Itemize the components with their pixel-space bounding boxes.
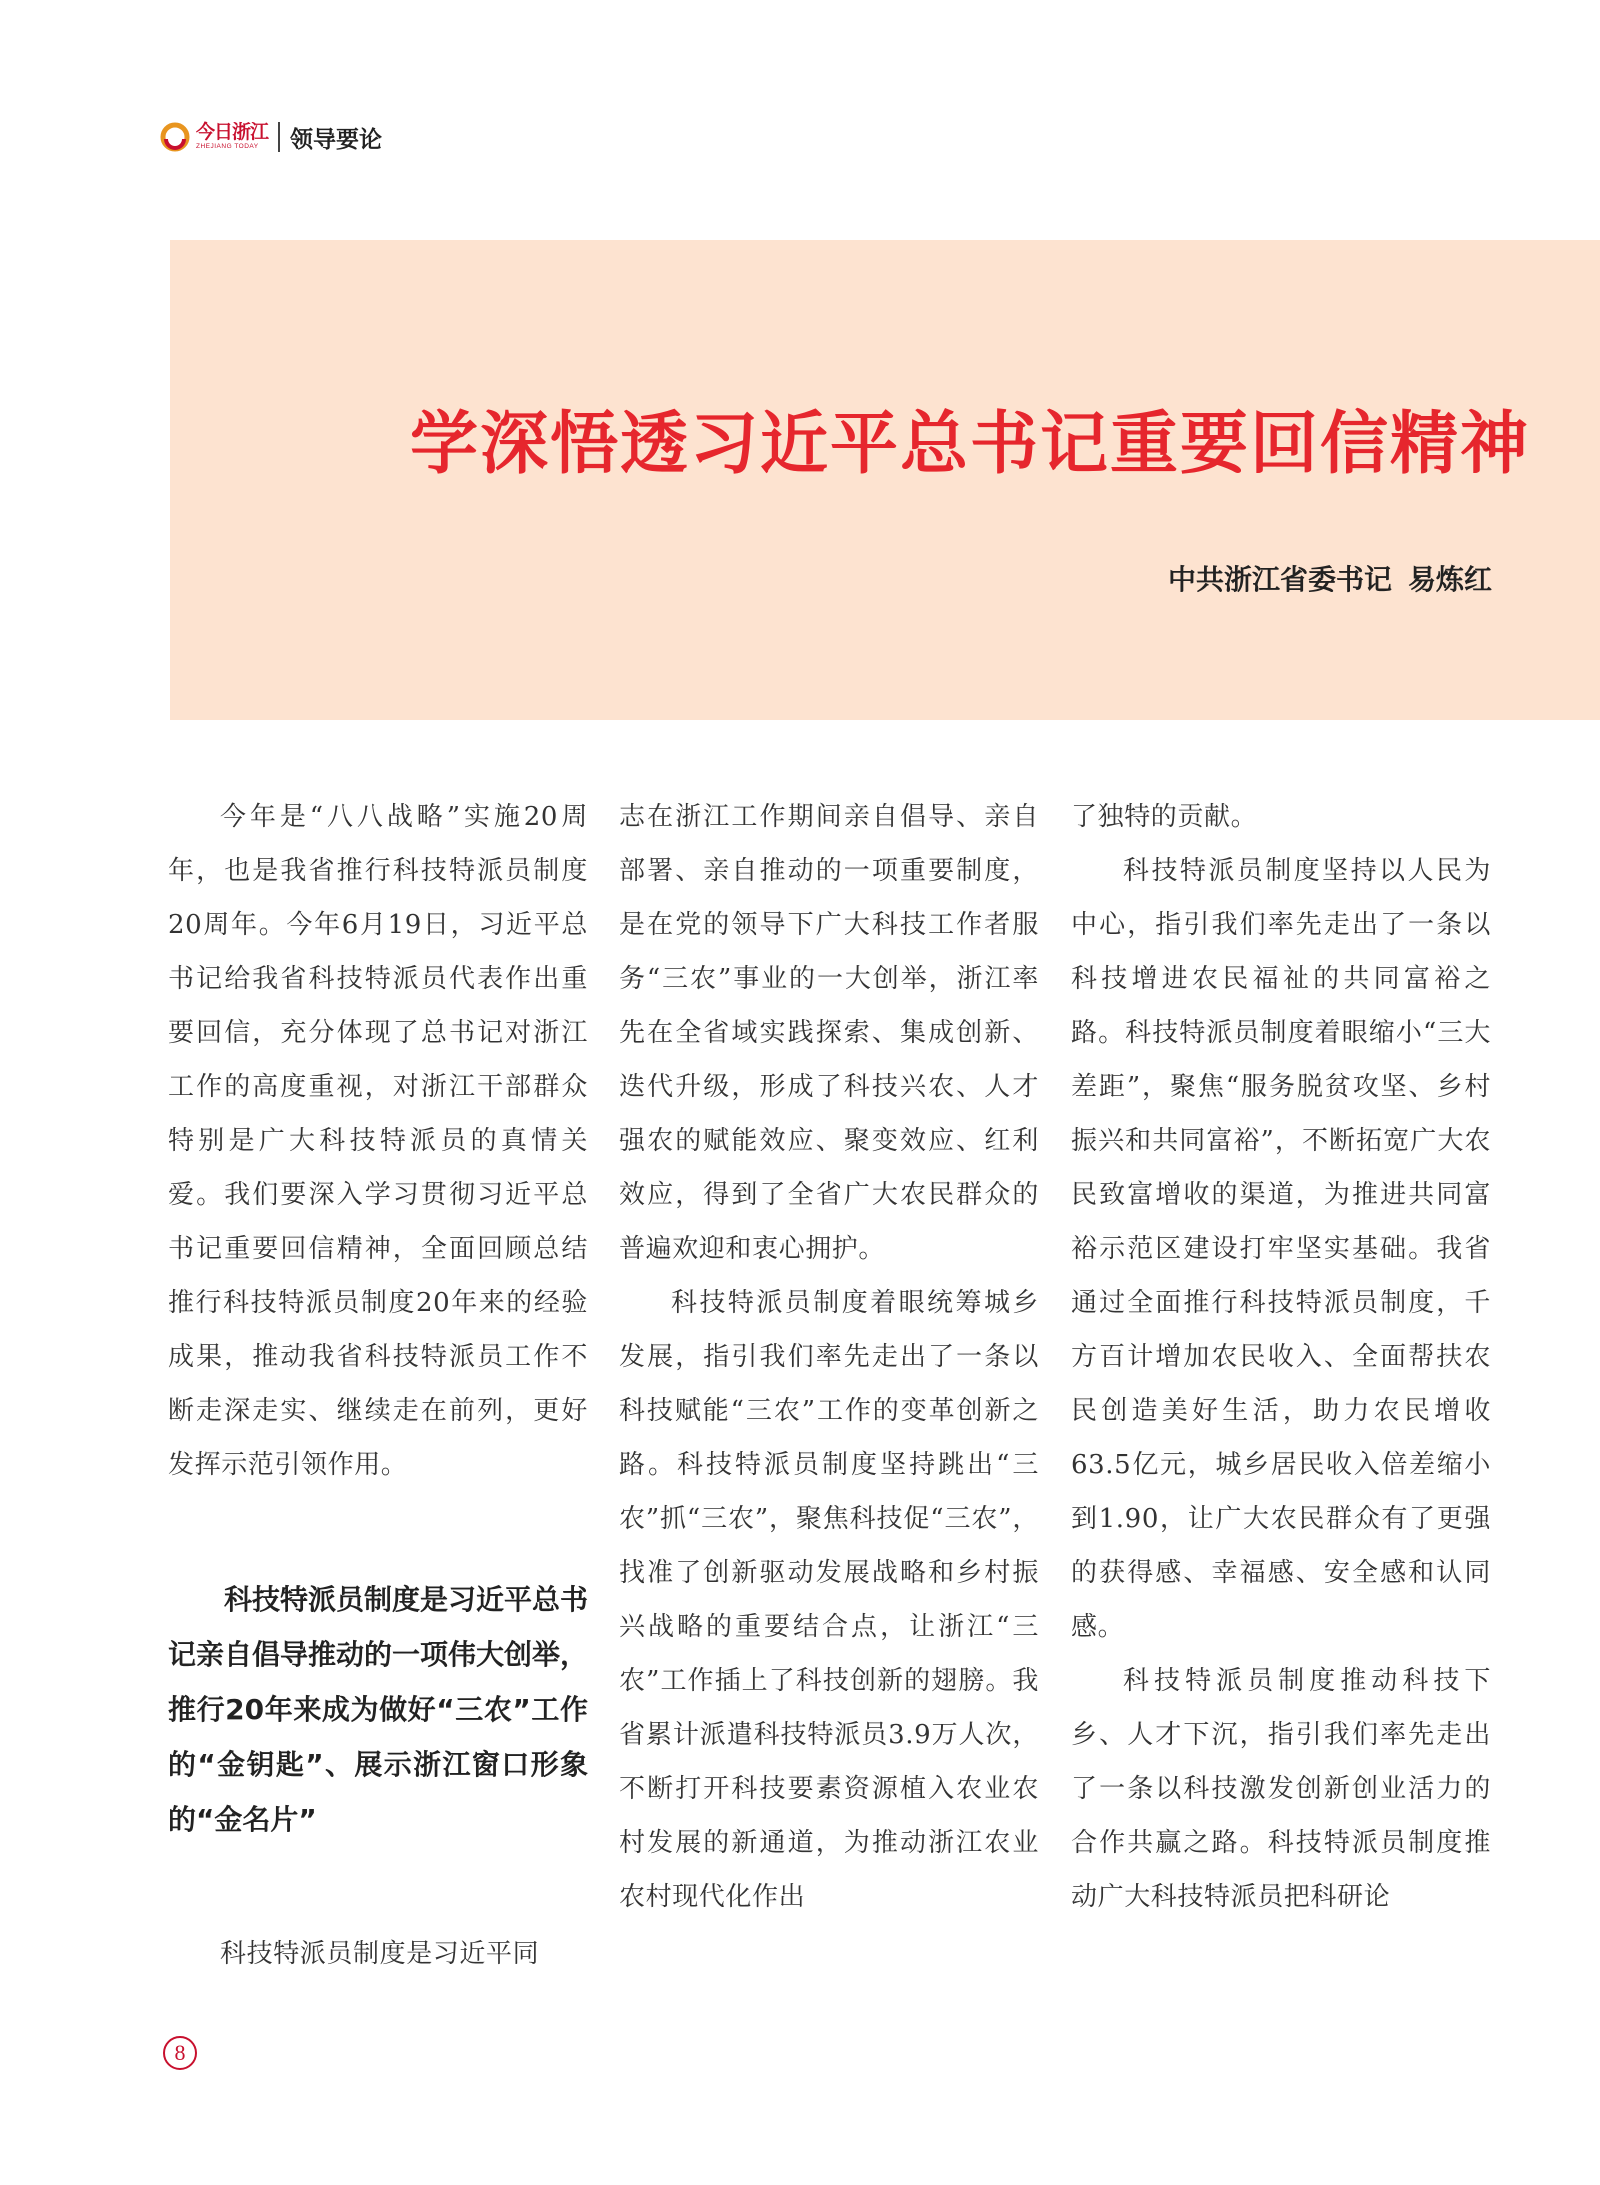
- logo-english: ZHEJIANG TODAY: [196, 143, 259, 151]
- text-column-2: [619, 790, 1039, 1924]
- byline-author: 易炼红: [1407, 563, 1492, 596]
- section-label: 领导要论: [290, 126, 383, 153]
- title-banner: [170, 240, 1600, 720]
- zhejiang-today-logo-icon: [160, 122, 190, 152]
- paragraph-5: 科技特派员制度推动科技下乡、人才下沉，指引我们率先走出了一条以科技激发创新创业活力的合作共赢之路。科技特派员制度推动广大科技特派员把科研论: [1071, 1666, 1491, 1912]
- intro-paragraph: 今年是“八八战略”实施20周年，也是我省推行科技特派员制度20周年。今年6月19日，习近平总书记给我省科技特派员代表作出重要回信，充分体现了总书记对浙江工作的高度重视，对浙江干部群众特别是广大科技特派员的真情关爱。我们要深入学习贯彻习近平总书记重要回信精神，全面回顾总结推行科技特派员制度20年来的经验成果，推动我省科技特派员工作不断走深走实、继续走在前列，更好发挥示范引领作用。: [168, 802, 588, 1480]
- text-column-1: [168, 790, 588, 1981]
- byline: [1168, 558, 1492, 598]
- header-divider: [278, 122, 280, 152]
- paragraph-3: 科技特派员制度着眼统筹城乡发展，指引我们率先走出了一条以科技赋能“三农”工作的变革创新之路。科技特派员制度坚持跳出“三农”抓“三农”，聚焦科技促“三农”，找准了创新驱动发展战略和乡村振兴战略的重要结合点，让浙江“三农”工作插上了科技创新的翅膀。我省累计派遣科技特派员3.9万人次，不断打开科技要素资源植入农业农村发展的新通道，为推动浙江农业农村现代化作出: [619, 1288, 1039, 1912]
- paragraph-4: 科技特派员制度坚持以人民为中心，指引我们率先走出了一条以科技增进农民福祉的共同富裕之路。科技特派员制度着眼缩小“三大差距”，聚焦“服务脱贫攻坚、乡村振兴和共同富裕”，不断拓宽广大农民致富增收的渠道，为推进共同富裕示范区建设打牢坚实基础。我省通过全面推行科技特派员制度，千方百计增加农民收入、全面帮扶农民创造美好生活，助力农民增收63.5亿元，城乡居民收入倍差缩小到1.90，让广大农民群众有了更强的获得感、幸福感、安全感和认同感。: [1071, 856, 1491, 1642]
- article-title: 学深悟透习近平总书记重要回信精神: [409, 405, 1530, 484]
- page-number: 8: [163, 2036, 197, 2070]
- masthead: [160, 117, 382, 157]
- logo-wordmark: [196, 123, 268, 151]
- paragraph-3-continued: 了独特的贡献。: [1071, 802, 1258, 832]
- logo-chinese: 今日浙江: [196, 121, 269, 144]
- paragraph-2-continued: 志在浙江工作期间亲自倡导、亲自部署、亲自推动的一项重要制度，是在党的领导下广大科技工作者服务“三农”事业的一大创举，浙江率先在全省域实践探索、集成创新、迭代升级，形成了科技兴农、人才强农的赋能效应、聚变效应、红利效应，得到了全省广大农民群众的普遍欢迎和衷心拥护。: [619, 802, 1039, 1264]
- paragraph-2-start: 科技特派员制度是习近平同: [220, 1939, 540, 1969]
- byline-organization: 中共浙江省委书记: [1167, 563, 1392, 596]
- pull-quote: 科技特派员制度是习近平总书记亲自倡导推动的一项伟大创举，推行20年来成为做好“三农”工作的“金钥匙”、展示浙江窗口形象的“金名片”: [168, 1583, 589, 1836]
- text-column-3: [1071, 790, 1491, 1924]
